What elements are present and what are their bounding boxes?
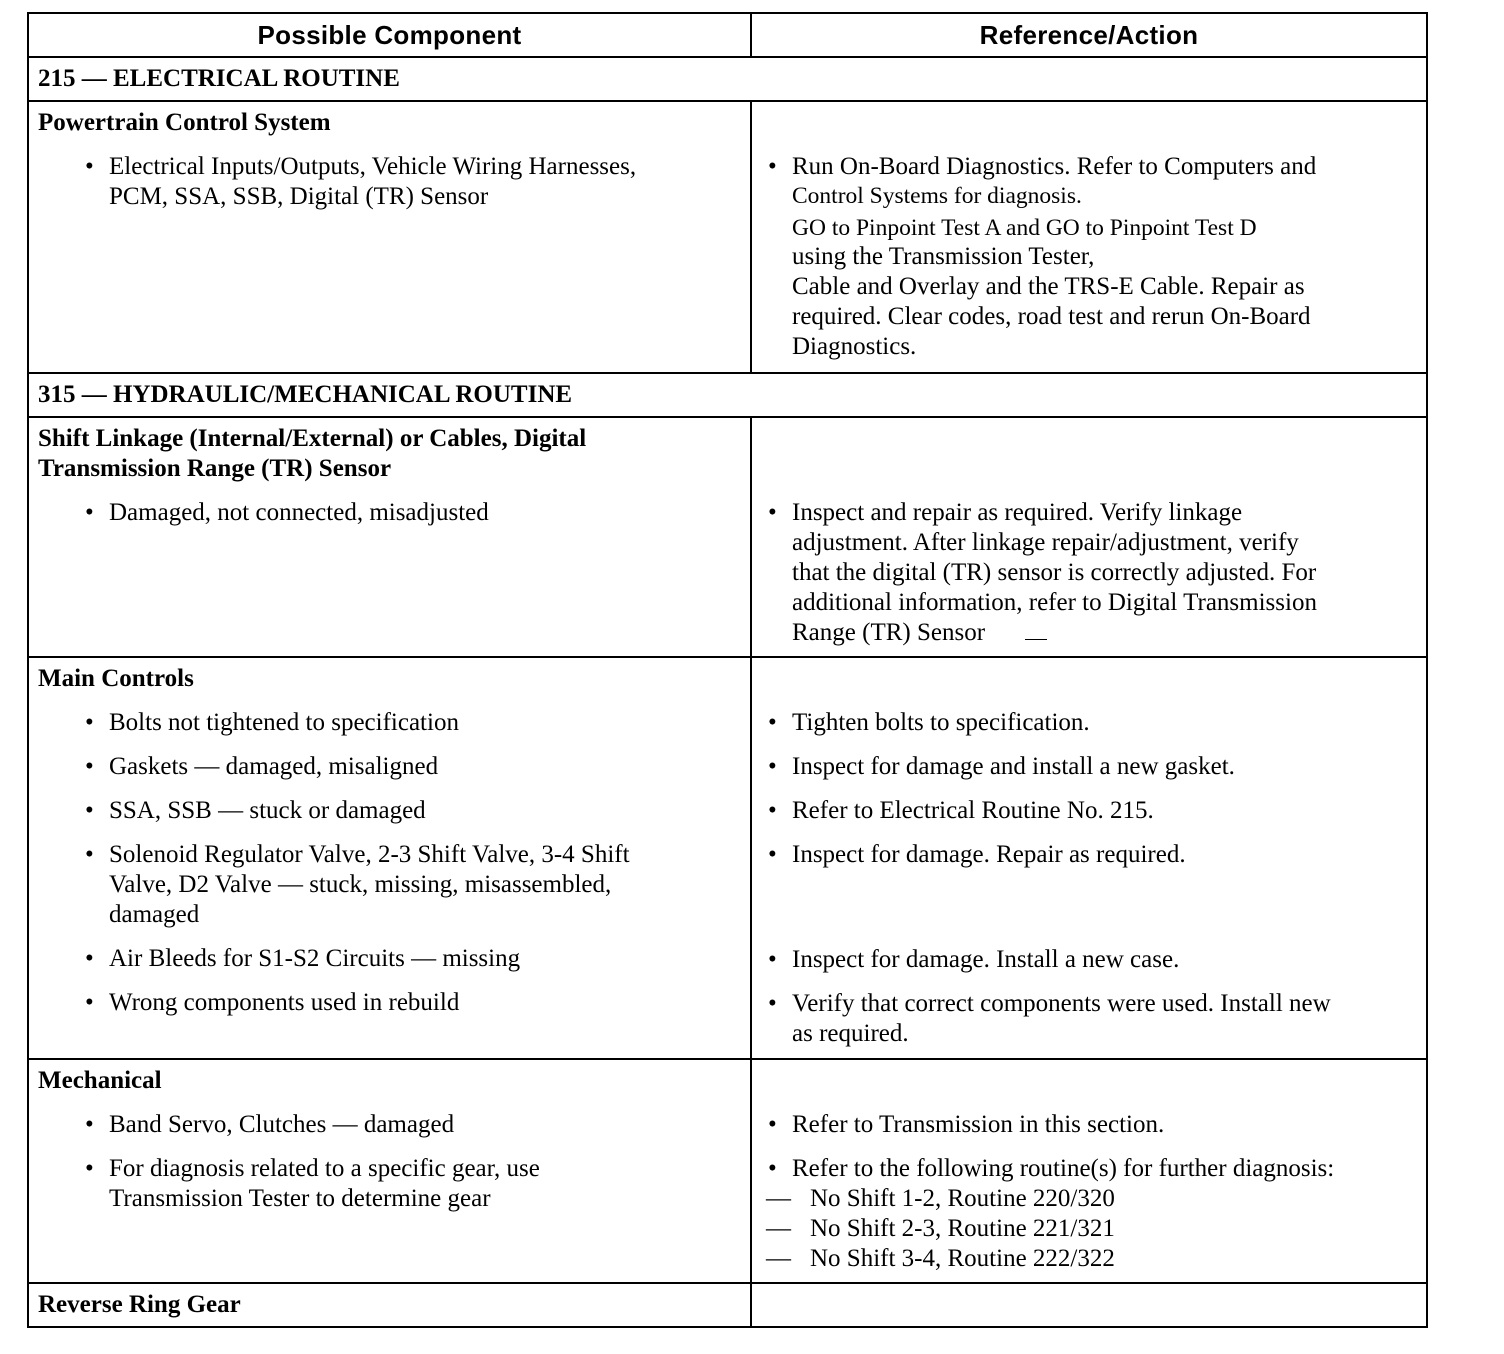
item-text: PCM, SSA, SSB, Digital (TR) Sensor bbox=[109, 183, 489, 210]
item-text: Valve, D2 Valve — stuck, missing, misassembled, bbox=[109, 871, 612, 898]
group-title-text: Transmission Range (TR) Sensor bbox=[38, 455, 392, 482]
bullet-glyph: • bbox=[768, 797, 777, 824]
reference-item bbox=[752, 1110, 1426, 1140]
header-possible-component: Possible Component bbox=[28, 13, 751, 57]
reference-item bbox=[752, 708, 1426, 738]
section-row-electrical bbox=[28, 57, 1427, 101]
ref-text: Refer to the following routine(s) for further diagnosis: bbox=[792, 1155, 1335, 1182]
item-text: Air Bleeds for S1-S2 Circuits — missing bbox=[109, 945, 521, 972]
component-cell-mechanical bbox=[28, 1059, 751, 1283]
item-text: Band Servo, Clutches — damaged bbox=[109, 1111, 455, 1138]
dash-glyph: — bbox=[766, 1215, 791, 1242]
routine-text: No Shift 3-4, Routine 222/322 bbox=[810, 1245, 1115, 1272]
component-cell-reverse bbox=[28, 1283, 751, 1327]
reference-item bbox=[752, 945, 1426, 975]
routine-text: No Shift 2-3, Routine 221/321 bbox=[810, 1215, 1115, 1242]
diagnostic-table bbox=[27, 12, 1428, 1328]
ref-text: Range (TR) Sensor bbox=[792, 619, 986, 646]
bullet-glyph: • bbox=[768, 709, 777, 736]
bullet-glyph: • bbox=[768, 753, 777, 780]
bullet-glyph: • bbox=[768, 1111, 777, 1138]
bullet-glyph: • bbox=[768, 946, 777, 973]
header-reference-action: Reference/Action bbox=[751, 13, 1427, 57]
bullet-glyph: • bbox=[85, 153, 94, 180]
group-title-text: Shift Linkage (Internal/External) or Cables, Digital bbox=[38, 425, 587, 452]
ref-text: Verify that correct components were used. Install new bbox=[792, 990, 1331, 1017]
component-item bbox=[29, 498, 750, 528]
bullet-glyph: • bbox=[85, 499, 94, 526]
bullet-glyph: • bbox=[85, 945, 94, 972]
item-text: Damaged, not connected, misadjusted bbox=[109, 499, 489, 526]
section-title-electrical: 215 — ELECTRICAL ROUTINE bbox=[28, 57, 1427, 101]
ref-text: adjustment. After linkage repair/adjustment, verify bbox=[792, 529, 1299, 556]
ref-text: GO to Pinpoint Test A and GO to Pinpoint Test D bbox=[792, 215, 1257, 241]
dash-glyph: — bbox=[766, 1185, 791, 1212]
group-title-reverse: Reverse Ring Gear bbox=[38, 1291, 241, 1318]
bullet-glyph: • bbox=[85, 989, 94, 1016]
component-item bbox=[29, 840, 750, 930]
bullet-glyph: • bbox=[85, 709, 94, 736]
bullet-glyph: • bbox=[85, 753, 94, 780]
bullet-glyph: • bbox=[768, 841, 777, 868]
component-item bbox=[29, 1154, 750, 1214]
ref-text: required. Clear codes, road test and rerun On-Board bbox=[792, 303, 1311, 330]
ref-text: Cable and Overlay and the TRS-E Cable. Repair as bbox=[792, 273, 1305, 300]
component-item bbox=[29, 988, 750, 1018]
routine-dash-item bbox=[752, 1184, 1426, 1214]
bullet-glyph: • bbox=[768, 153, 777, 180]
component-cell-powertrain bbox=[28, 101, 751, 373]
routine-dash-item bbox=[752, 1214, 1426, 1244]
item-text: SSA, SSB — stuck or damaged bbox=[109, 797, 426, 824]
group-row-powertrain bbox=[28, 101, 1427, 373]
ref-text: Refer to Electrical Routine No. 215. bbox=[792, 797, 1154, 824]
group-title-powertrain: Powertrain Control System bbox=[38, 109, 331, 136]
diagnostic-table-page bbox=[27, 12, 1426, 1328]
item-text: Bolts not tightened to specification bbox=[109, 709, 459, 736]
ref-text: Control Systems for diagnosis. bbox=[792, 183, 1082, 209]
bullet-glyph: • bbox=[768, 1155, 777, 1182]
underline-mark bbox=[1025, 639, 1047, 640]
routine-dash-item bbox=[752, 1244, 1426, 1274]
bullet-glyph: • bbox=[85, 797, 94, 824]
reference-item bbox=[752, 840, 1426, 932]
reference-item bbox=[752, 1154, 1426, 1184]
group-row-shift-linkage bbox=[28, 417, 1427, 657]
dash-glyph: — bbox=[766, 1245, 791, 1272]
bullet-glyph: • bbox=[85, 1111, 94, 1138]
ref-text: additional information, refer to Digital Transmission bbox=[792, 589, 1317, 616]
header-row bbox=[28, 13, 1427, 57]
ref-text: Inspect for damage. Repair as required. bbox=[792, 841, 1186, 868]
ref-text: using the Transmission Tester, bbox=[792, 243, 1095, 270]
ref-text: as required. bbox=[792, 1020, 909, 1047]
ref-text: Inspect and repair as required. Verify linkage bbox=[792, 499, 1243, 526]
reference-cell-powertrain bbox=[751, 101, 1427, 373]
component-item bbox=[29, 1110, 750, 1140]
reference-cell-shift-linkage bbox=[751, 417, 1427, 657]
component-cell-shift-linkage bbox=[28, 417, 751, 657]
group-row-mechanical bbox=[28, 1059, 1427, 1283]
ref-line-last bbox=[792, 618, 1416, 648]
ref-text: that the digital (TR) sensor is correctly adjusted. For bbox=[792, 559, 1317, 586]
component-item bbox=[29, 708, 750, 738]
reference-item bbox=[752, 796, 1426, 826]
component-item bbox=[29, 796, 750, 826]
group-title-main-controls: Main Controls bbox=[38, 665, 194, 692]
reference-cell-reverse bbox=[751, 1283, 1427, 1327]
item-text: Electrical Inputs/Outputs, Vehicle Wiring Harnesses, bbox=[109, 153, 637, 180]
group-row-main-controls bbox=[28, 657, 1427, 1059]
item-text: Transmission Tester to determine gear bbox=[109, 1185, 491, 1212]
section-row-hydraulic bbox=[28, 373, 1427, 417]
component-cell-main-controls bbox=[28, 657, 751, 1059]
group-title-mechanical: Mechanical bbox=[38, 1067, 162, 1094]
ref-text: Refer to Transmission in this section. bbox=[792, 1111, 1165, 1138]
component-item bbox=[29, 944, 750, 974]
reference-cell-mechanical bbox=[751, 1059, 1427, 1283]
ref-text: Diagnostics. bbox=[792, 333, 917, 360]
component-item bbox=[29, 152, 750, 212]
bullet-glyph: • bbox=[768, 990, 777, 1017]
item-text: For diagnosis related to a specific gear, use bbox=[109, 1155, 540, 1182]
item-text: Solenoid Regulator Valve, 2-3 Shift Valve, 3-4 Shift bbox=[109, 841, 630, 868]
item-text: Gaskets — damaged, misaligned bbox=[109, 753, 439, 780]
group-title-shift-linkage bbox=[29, 418, 750, 484]
routine-text: No Shift 1-2, Routine 220/320 bbox=[810, 1185, 1115, 1212]
reference-item bbox=[752, 989, 1426, 1049]
bullet-glyph: • bbox=[768, 499, 777, 526]
bullet-glyph: • bbox=[85, 841, 94, 868]
reference-cell-main-controls bbox=[751, 657, 1427, 1059]
group-row-reverse bbox=[28, 1283, 1427, 1327]
reference-item bbox=[752, 498, 1426, 648]
ref-text: Inspect for damage. Install a new case. bbox=[792, 946, 1180, 973]
ref-text: Inspect for damage and install a new gasket. bbox=[792, 753, 1235, 780]
ref-text: Tighten bolts to specification. bbox=[792, 709, 1090, 736]
reference-item bbox=[752, 152, 1426, 362]
item-text: damaged bbox=[109, 901, 200, 928]
reference-item bbox=[752, 752, 1426, 782]
component-item bbox=[29, 752, 750, 782]
item-text: Wrong components used in rebuild bbox=[109, 989, 460, 1016]
bullet-glyph: • bbox=[85, 1155, 94, 1182]
ref-text: Run On-Board Diagnostics. Refer to Computers and bbox=[792, 153, 1317, 180]
section-title-hydraulic: 315 — HYDRAULIC/MECHANICAL ROUTINE bbox=[28, 373, 1427, 417]
